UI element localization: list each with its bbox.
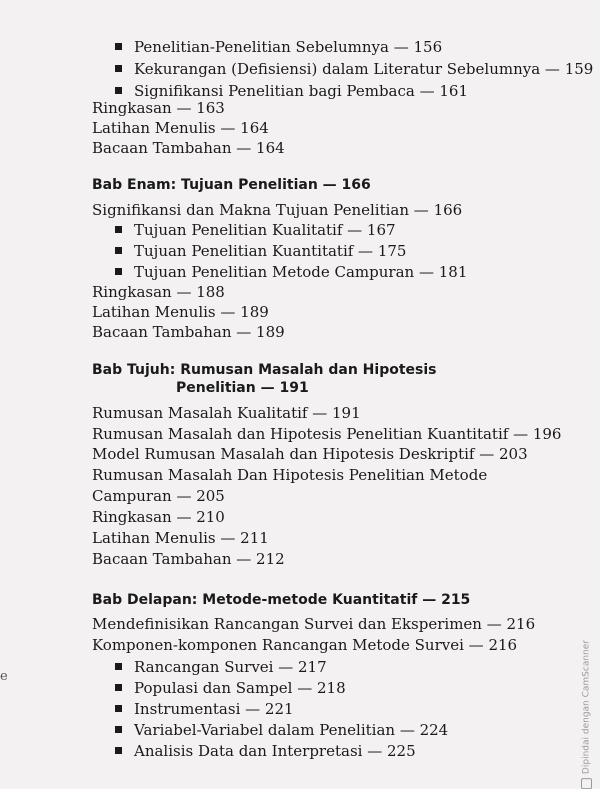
toc-entry: Latihan Menulis — 211 [92, 529, 269, 547]
toc-entry: Kekurangan (Defisiensi) dalam Literatur Sebelumnya — 159 [115, 59, 593, 79]
toc-entry: Rumusan Masalah Kualitatif — 191 [92, 404, 361, 422]
camscanner-logo-icon [581, 778, 592, 789]
toc-entry: Latihan Menulis — 164 [92, 119, 269, 137]
bullet-icon [115, 226, 122, 233]
chapter-heading: Bab Tujuh: Rumusan Masalah dan Hipotesis [92, 362, 437, 378]
bullet-icon [115, 684, 122, 691]
toc-entry: Model Rumusan Masalah dan Hipotesis Deskriptif — 203 [92, 445, 528, 463]
bullet-icon [115, 268, 122, 275]
bullet-icon [115, 747, 122, 754]
toc-entry: Ringkasan — 188 [92, 283, 225, 301]
toc-entry: Analisis Data dan Interpretasi — 225 [115, 741, 416, 761]
toc-entry: Populasi dan Sampel — 218 [115, 678, 346, 698]
toc-entry: Tujuan Penelitian Kualitatif — 167 [115, 220, 396, 240]
toc-entry: Bacaan Tambahan — 164 [92, 139, 285, 157]
scanner-watermark: Dipindai dengan CamScanner [581, 640, 592, 789]
toc-entry: Ringkasan — 210 [92, 508, 225, 526]
toc-entry: Signifikansi Penelitian bagi Pembaca — 161 [115, 81, 468, 101]
bullet-icon [115, 705, 122, 712]
bullet-icon [115, 247, 122, 254]
toc-entry: Tujuan Penelitian Metode Campuran — 181 [115, 262, 467, 282]
toc-entry: Instrumentasi — 221 [115, 699, 294, 719]
toc-entry: Bacaan Tambahan — 189 [92, 323, 285, 341]
toc-entry: Latihan Menulis — 189 [92, 303, 269, 321]
toc-entry: Campuran — 205 [92, 487, 225, 505]
bullet-icon [115, 65, 122, 72]
toc-entry: Bacaan Tambahan — 212 [92, 550, 285, 568]
toc-entry: Rumusan Masalah dan Hipotesis Penelitian Kuantitatif — 196 [92, 425, 562, 443]
toc-entry: Variabel-Variabel dalam Penelitian — 224 [115, 720, 448, 740]
toc-entry: Ringkasan — 163 [92, 99, 225, 117]
bullet-icon [115, 726, 122, 733]
toc-entry: Tujuan Penelitian Kuantitatif — 175 [115, 241, 406, 261]
toc-entry: Penelitian-Penelitian Sebelumnya — 156 [115, 37, 442, 57]
bullet-icon [115, 87, 122, 94]
bullet-icon [115, 663, 122, 670]
chapter-heading: Bab Delapan: Metode-metode Kuantitatif — 215 [92, 592, 471, 608]
margin-mark: e [0, 669, 8, 684]
chapter-heading-continued: Penelitian — 191 [176, 380, 309, 396]
chapter-heading: Bab Enam: Tujuan Penelitian — 166 [92, 177, 371, 193]
bullet-icon [115, 43, 122, 50]
toc-entry: Komponen-komponen Rancangan Metode Survei — 216 [92, 636, 518, 654]
toc-entry: Rumusan Masalah Dan Hipotesis Penelitian Metode [92, 466, 488, 484]
toc-entry: Signifikansi dan Makna Tujuan Penelitian — 166 [92, 201, 463, 219]
toc-entry: Rancangan Survei — 217 [115, 657, 327, 677]
toc-entry: Mendefinisikan Rancangan Survei dan Eksperimen — 216 [92, 615, 536, 633]
